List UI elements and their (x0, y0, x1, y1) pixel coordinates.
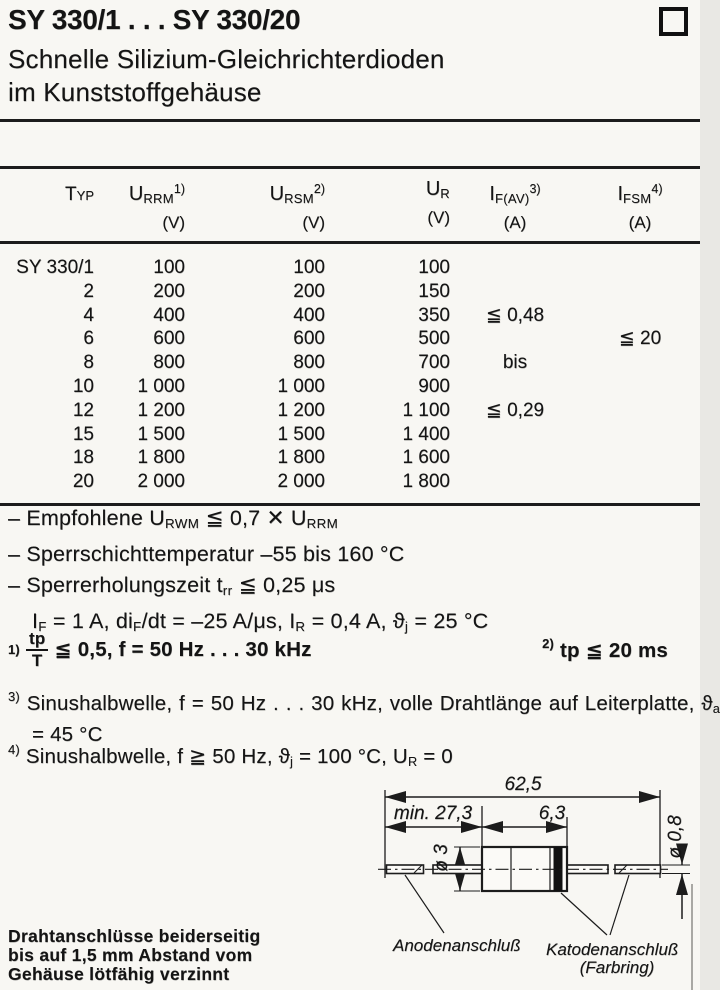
table-row (0, 351, 700, 375)
table-cell: 200 (153, 280, 185, 302)
table-row (0, 470, 700, 494)
table-cell: 2 000 (137, 471, 185, 493)
table-cell (580, 470, 700, 494)
note-line: – Sperrerholungszeit $t_{rr}$ ≦ 0,25 μs (8, 572, 336, 598)
table-cell: 1 100 (402, 399, 450, 421)
table-cell: 1 500 (137, 423, 185, 445)
table-cell: 10 (72, 375, 94, 397)
table-cell: 500 (418, 328, 450, 350)
table-row (0, 375, 700, 399)
table-cell: 400 (153, 304, 185, 326)
table-cell: 900 (418, 375, 450, 397)
lead-note-line2: bis auf 1,5 mm Abstand vom (8, 945, 253, 965)
table-cell (450, 446, 580, 470)
dim-body-diameter: ø 3 (431, 844, 452, 872)
table-cell: ≦ 0,29 (485, 399, 545, 421)
column-header: $U_{RRM}^{1)}$ (V) (128, 182, 185, 232)
table-cell: 1 400 (402, 423, 450, 445)
table-cell: 1 800 (137, 447, 185, 469)
table-cell: ≦ 0,48 (485, 304, 545, 326)
table-cell: 600 (153, 328, 185, 350)
table-cell (580, 351, 700, 375)
table-cell (580, 399, 700, 423)
table-cell (580, 256, 700, 280)
footnote-2-text: tp ≦ 20 ms (559, 639, 668, 663)
note-line: $I_F = 1$ A, $di_F/dt = -25$ A/μs, $I_R = 0,4$ A, $ϑ_j = 25$ °C (32, 609, 489, 635)
column-header: $U_{RSM}^{2)}$ (V) (269, 182, 325, 232)
table-cell: 400 (293, 304, 325, 326)
table-cell: 2 000 (277, 471, 325, 493)
table-cell: 2 (83, 280, 94, 302)
note-line: – Sperrschichttemperatur –55 bis 160 °C (8, 542, 405, 567)
table-header-row (0, 169, 700, 241)
footnote-2 (542, 636, 668, 663)
column-header: $I_{FSM}^{4)}$ (A) (617, 182, 663, 232)
table-cell: 15 (72, 423, 94, 445)
anode-label: Anodenanschluß (393, 936, 521, 955)
table-cell: 600 (293, 328, 325, 350)
table-cell (450, 280, 580, 304)
table-cell: 200 (293, 280, 325, 302)
lead-note-line1: Drahtanschlüsse beiderseitig (8, 926, 261, 946)
table-cell (450, 423, 580, 447)
table-cell: 1 800 (277, 447, 325, 469)
footnote-3-marker: 3) (8, 689, 20, 704)
table-cell: ≦ 20 (618, 328, 662, 350)
cathode-label: Katodenanschluß (546, 940, 679, 959)
lead-solder-note (8, 927, 261, 984)
column-header: $U_R$ (V) (425, 178, 450, 227)
table-row (0, 304, 700, 328)
page-title: SY 330/1 . . . SY 330/20 (8, 4, 301, 35)
diode-body-drawing (378, 847, 668, 891)
dim-lead-diameter: ø 0,8 (665, 815, 686, 859)
footnote-1-marker: 1) (8, 642, 20, 658)
table-cell (450, 375, 580, 399)
table-cell (580, 446, 700, 470)
table-cell: 20 (72, 471, 94, 493)
footnote-row (8, 630, 668, 670)
register-square-icon (659, 7, 688, 36)
footnote-3-text: Sinushalbwelle, f = 50 Hz . . . 30 kHz, volle Drahtlänge auf Leiterplatte, $ϑ_a = 45$ °C (26, 692, 720, 746)
table-row (0, 446, 700, 470)
scan-edge-artifact (691, 884, 693, 990)
dim-body-length: 6,3 (538, 803, 566, 824)
footnote-2-marker: 2) (542, 636, 555, 652)
table-cell (450, 470, 580, 494)
table-cell: 1 000 (137, 375, 185, 397)
table-cell: 8 (83, 352, 94, 374)
table-cell: 1 200 (137, 399, 185, 421)
subtitle-line1: Schnelle Silizium-Gleichrichterdioden (8, 44, 445, 74)
footnote-1-text: ≦ 0,5, f = 50 Hz . . . 30 kHz (54, 638, 312, 662)
table-cell: 150 (418, 280, 450, 302)
ratings-table (0, 166, 700, 506)
table-cell: 350 (418, 304, 450, 326)
table-cell: 100 (418, 257, 450, 278)
package-outline-drawing (330, 757, 700, 990)
table-cell: 1 800 (402, 471, 450, 493)
cathode-sublabel: (Farbring) (579, 958, 655, 977)
table-cell: 800 (293, 352, 325, 374)
column-header: $I_{F(AV)}^{3)}$ (A) (489, 182, 541, 232)
dim-total-length: 62,5 (504, 774, 542, 795)
column-header: Typ (65, 184, 94, 205)
table-cell (450, 256, 580, 280)
table-cell (450, 327, 580, 351)
table-cell: bis (502, 352, 528, 374)
table-cell: 1 000 (277, 375, 325, 397)
table-cell: 6 (83, 328, 94, 350)
table-cell (580, 280, 700, 304)
table-body (0, 244, 700, 503)
table-cell: 1 500 (277, 423, 325, 445)
note-line: – Empfohlene $U_{RWM}$ ≦ 0,7 ✕ $U_{RRM}$ (8, 506, 339, 531)
table-cell: 18 (72, 447, 94, 469)
table-row (0, 256, 700, 280)
table-cell: 100 (153, 257, 185, 278)
table-row (0, 327, 700, 351)
header-rule (0, 119, 700, 122)
table-cell: 700 (418, 352, 450, 374)
footnote-4-marker: 4) (8, 742, 20, 757)
notes-list (8, 503, 698, 643)
table-cell (580, 423, 700, 447)
table-row (0, 399, 700, 423)
table-cell: 4 (83, 304, 94, 326)
footnote-1 (8, 630, 312, 670)
table-row (0, 280, 700, 304)
table-cell (580, 375, 700, 399)
table-cell: 100 (293, 257, 325, 278)
table-cell: 1 600 (402, 447, 450, 469)
dim-lead-length-min: min. 27,3 (393, 803, 473, 824)
subtitle-line2: im Kunststoffgehäuse (8, 77, 262, 107)
table-cell: SY 330/1 (16, 257, 94, 278)
table-row (0, 423, 700, 447)
table-cell: 800 (153, 352, 185, 374)
table-cell: 1 200 (277, 399, 325, 421)
footnote-4-text: Sinushalbwelle, f ≧ 50 Hz, $ϑ_j = 100$ °C, $U_R = 0$ (25, 745, 453, 769)
table-cell (580, 304, 700, 328)
lead-note-line3: Gehäuse lötfähig verzinnt (8, 964, 230, 984)
table-cell: 12 (72, 399, 94, 421)
duty-cycle-fraction: $\frac{tp}{T}$ (26, 630, 48, 670)
